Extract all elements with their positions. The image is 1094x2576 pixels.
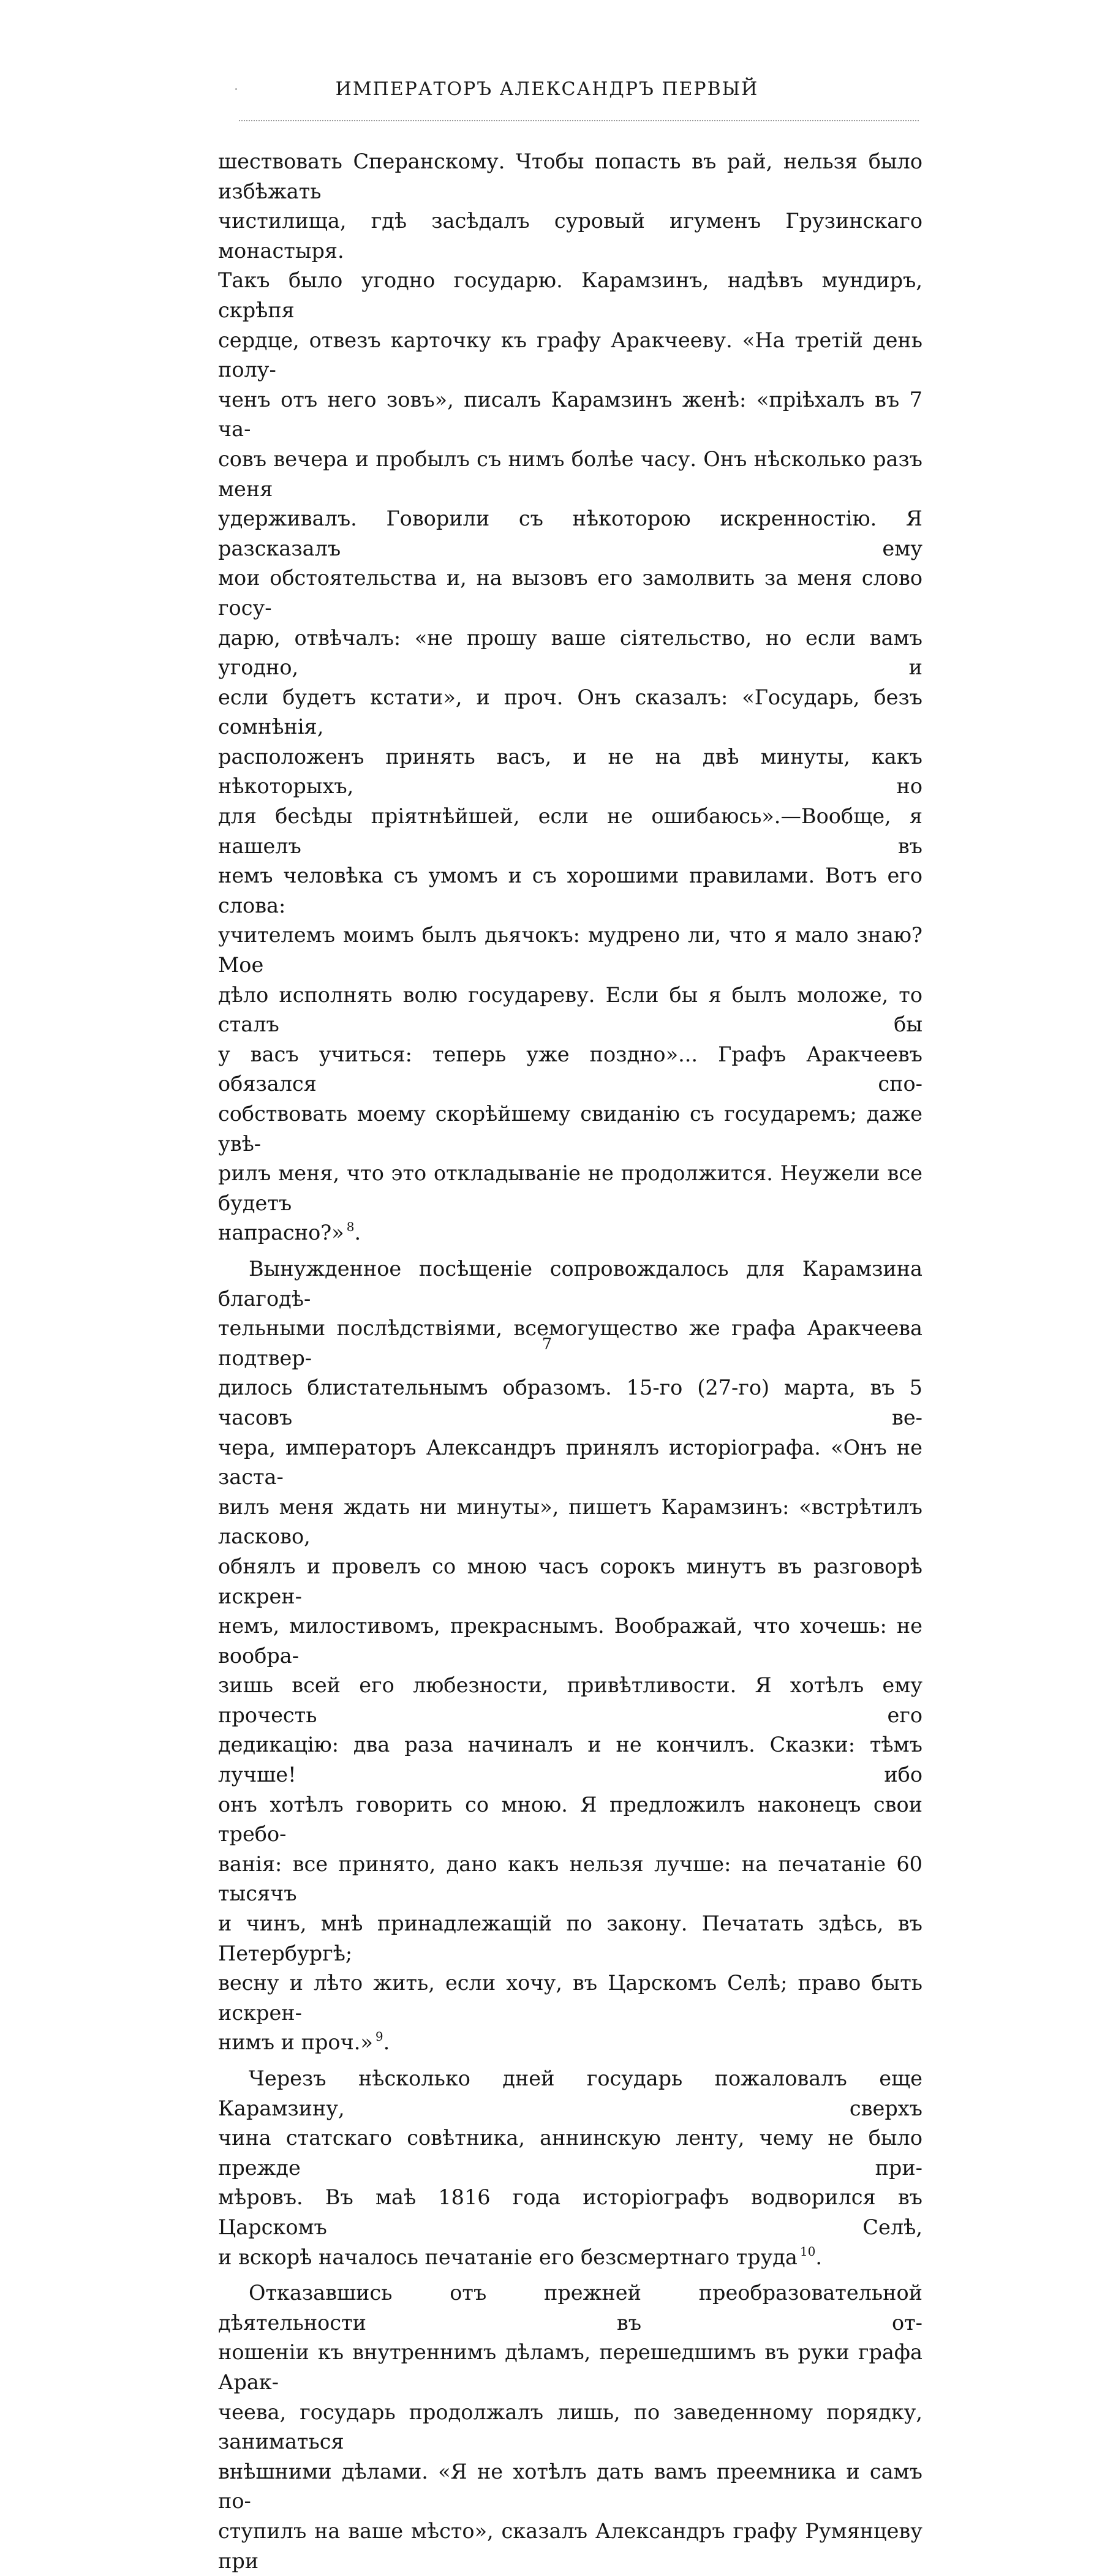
text-line <box>218 1968 922 2028</box>
text-line <box>218 2338 922 2397</box>
line-text: чистилища, гдѣ засѣдалъ суровый игуменъ Грузинскаго монастыря. <box>218 209 922 263</box>
text-line <box>218 623 922 683</box>
text-line <box>218 147 922 206</box>
line-text: если будетъ кстати», и проч. Онъ сказалъ: «Государь, безъ сомнѣнія, <box>218 685 922 739</box>
text-line <box>218 1730 922 1790</box>
text-line <box>218 981 922 1040</box>
line-text: у васъ учиться: теперь уже поздно»... Графъ Аракчеевъ обязался спо- <box>218 1042 922 1096</box>
line-text: расположенъ принять васъ, и не на двѣ минуты, какъ нѣкоторыхъ, но <box>218 744 922 799</box>
footnote-period: . <box>815 2245 822 2269</box>
line-text: мои обстоятельства и, на вызовъ его замолвить за меня слово госу- <box>218 566 922 620</box>
line-text: совъ вечера и пробылъ съ нимъ болѣе часу. Онъ нѣсколько разъ меня <box>218 446 922 501</box>
line-text: дедикацію: два раза начиналъ и не кончилъ. Сказки: тѣмъ лучше! ибо <box>218 1733 922 1787</box>
text-line <box>218 504 922 563</box>
footnote-period: . <box>383 2030 390 2055</box>
line-text: немъ, милостивомъ, прекраснымъ. Воображай, что хочешь: не вообра- <box>218 1614 922 1668</box>
text-line <box>218 1552 922 1611</box>
text-line <box>218 1909 922 1968</box>
text-line <box>218 1611 922 1671</box>
running-head: ИМПЕРАТОРЪ АЛЕКСАНДРЪ ПЕРВЫЙ <box>335 78 759 100</box>
line-text: тельными послѣдствіями, всемогущество же графа Аракчеева подтвер- <box>218 1316 922 1370</box>
line-text: напрасно?» <box>218 1221 344 1245</box>
line-text: дарю, отвѣчалъ: «не прошу ваше сіятельство, но если вамъ угодно, и <box>218 625 922 680</box>
text-line <box>218 2028 922 2058</box>
text-line <box>218 2183 922 2242</box>
text-line <box>218 1218 922 1248</box>
line-text: дилось блистательнымъ образомъ. 15-го (27-го) марта, въ 5 часовъ ве- <box>218 1376 922 1429</box>
line-text: немъ человѣка съ умомъ и съ хорошими правилами. Вотъ его слова: <box>218 864 922 917</box>
line-text: онъ хотѣлъ говорить со мною. Я предложилъ наконецъ свои требо- <box>218 1792 922 1847</box>
line-text: обнялъ и провелъ со мною часъ сорокъ минутъ въ разговорѣ искрен- <box>218 1554 922 1608</box>
text-line <box>218 445 922 504</box>
line-text: ванія: все принято, дано какъ нельзя лучше: на печатаніе 60 тысячъ <box>218 1851 922 1906</box>
line-text: рилъ меня, что это откладываніе не продолжится. Неужели все будетъ <box>218 1161 922 1215</box>
line-text: и чинъ, мнѣ принадлежащій по закону. Печатать здѣсь, въ Петербургѣ; <box>218 1911 922 1965</box>
text-line <box>218 1433 922 1493</box>
footnote-ref: 9 <box>375 2029 383 2044</box>
text-line <box>218 2398 922 2457</box>
footnote-period: . <box>354 1221 361 1245</box>
line-text: дѣло исполнять волю государеву. Если бы я былъ моложе, то сталъ бы <box>218 982 922 1037</box>
line-text: чина статскаго совѣтника, аннинскую ленту, чему не было прежде при- <box>218 2126 922 2180</box>
paragraph <box>218 1254 922 2058</box>
line-text: зишь всей его любезности, привѣтливости. Я хотѣлъ ему прочесть его <box>218 1673 922 1727</box>
paragraph <box>218 2278 922 2576</box>
line-text: Отказавшись отъ прежней преобразовательной дѣятельности въ от- <box>218 2281 922 2335</box>
line-text: мѣровъ. Въ маѣ 1816 года исторіографъ водворился въ Царскомъ Селѣ, <box>218 2185 922 2239</box>
paragraph <box>218 147 922 1248</box>
line-text: для бесѣды пріятнѣйшей, если не ошибаюсь».—Вообще, я нашелъ въ <box>218 804 922 858</box>
text-line <box>218 802 922 861</box>
text-line <box>218 2457 922 2517</box>
line-text: сердце, отвезъ карточку къ графу Аракчееву. «На третій день полу- <box>218 328 922 382</box>
line-text: ношеніи къ внутреннимъ дѣламъ, перешедшимъ въ руки графа Арак- <box>218 2340 922 2394</box>
line-text: Такъ было угодно государю. Карамзинъ, надѣвъ мундиръ, скрѣпя <box>218 268 922 322</box>
line-text: ступилъ на ваше мѣсто», сказалъ Александръ графу Румянцеву при <box>218 2518 922 2573</box>
line-text: ченъ отъ него зовъ», писалъ Карамзинъ женѣ: «пріѣхалъ въ 7 ча- <box>218 387 922 442</box>
line-text: чера, императоръ Александръ принялъ исторіографа. «Онъ не заста- <box>218 1435 922 1489</box>
page-number: 7 <box>541 1335 553 1354</box>
line-text: внѣшними дѣлами. «Я не хотѣлъ дать вамъ преемника и самъ по- <box>218 2459 922 2514</box>
line-text: вилъ меня ждать ни минуты», пишетъ Карамзинъ: «встрѣтилъ ласково, <box>218 1494 922 1549</box>
text-line <box>218 563 922 623</box>
text-line <box>218 2123 922 2183</box>
text-body <box>218 147 922 2576</box>
text-line <box>218 1850 922 1909</box>
text-line <box>218 1373 922 1433</box>
footnote-ref: 10 <box>799 2243 816 2259</box>
text-line <box>218 206 922 266</box>
text-line <box>218 2517 922 2576</box>
paragraph-gap <box>218 2272 922 2278</box>
line-text: чеева, государь продолжалъ лишь, по заведенному порядку, заниматься <box>218 2400 922 2454</box>
text-line <box>218 1254 922 1314</box>
footnote-ref: 8 <box>346 1219 355 1235</box>
text-line <box>218 2064 922 2123</box>
text-line <box>218 683 922 742</box>
line-text: удерживалъ. Говорили съ нѣкоторою искренностію. Я разсказалъ ему <box>218 507 922 560</box>
text-line <box>218 266 922 325</box>
line-text: Черезъ нѣсколько дней государь пожаловалъ еще Карамзину, сверхъ <box>218 2066 922 2120</box>
text-line <box>218 2278 922 2338</box>
text-line <box>218 1099 922 1159</box>
text-line <box>218 861 922 921</box>
line-text: шествовать Сперанскому. Чтобы попасть въ рай, нельзя было избѣжать <box>218 149 922 203</box>
paragraph-gap <box>218 2058 922 2064</box>
text-line <box>218 742 922 802</box>
paragraph <box>218 2064 922 2272</box>
line-text: нимъ и проч.» <box>218 2030 373 2055</box>
header-rule <box>239 120 919 121</box>
text-line <box>218 1040 922 1099</box>
line-text: весну и лѣто жить, если хочу, въ Царскомъ Селѣ; право быть искрен- <box>218 1971 922 2025</box>
text-line <box>218 1159 922 1218</box>
text-line <box>218 1493 922 1552</box>
line-text: и вскорѣ началось печатаніе его безсмертнаго труда <box>218 2245 798 2269</box>
line-text: учителемъ моимъ былъ дьячокъ: мудрено ли, что я мало знаю? Мое <box>218 923 922 977</box>
line-text: собствовать моему скорѣйшему свиданію съ государемъ; даже увѣ- <box>218 1102 922 1156</box>
text-line <box>218 1790 922 1850</box>
line-text: Вынужденное посѣщеніе сопровождалось для Карамзина благодѣ- <box>218 1256 922 1311</box>
text-line <box>218 326 922 385</box>
text-line <box>218 2243 922 2273</box>
paragraph-gap <box>218 1248 922 1254</box>
text-line <box>218 1671 922 1730</box>
text-line <box>218 921 922 980</box>
text-line <box>218 385 922 445</box>
